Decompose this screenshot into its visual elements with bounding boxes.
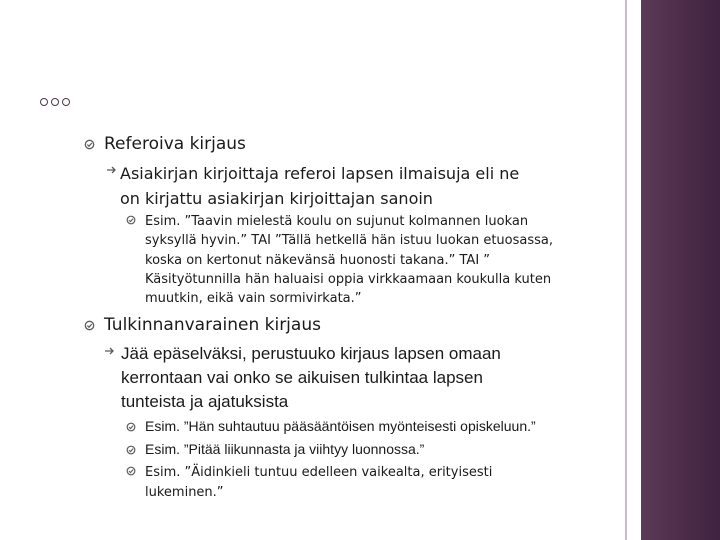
item-1-example: Esim. ”Taavin mielestä koulu on sujunut kolmannen luokan syksyllä hyvin.” TAI ”Tällä hetkellä hän istuu luokan etuosassa, koska on kertonut näkevänsä huonosti takana.” TAI ” Käsityötunnilla hän haluaisi oppia virkkaamaan koukulla kuten muutkin, eikä vain sormivirkata.” xyxy=(145,214,554,307)
sub-bullet-icon xyxy=(103,345,119,357)
item-2-subtext: Jää epäselväksi, perustuuko kirjaus lapsen omaan kerrontaan vai onko se aikuisen tulkintaa lapsen tunteista ja ajatuksista xyxy=(121,344,501,411)
item-2-heading: Tulkinnanvarainen kirjaus xyxy=(104,315,321,335)
sidebar-panel xyxy=(641,0,720,540)
bullet-icon xyxy=(126,466,136,476)
item-1-heading: Referoiva kirjaus xyxy=(104,134,246,154)
item-2-example-3: Esim. ”Äidinkieli tuntuu edelleen vaikealta, erityisesti lukeminen.” xyxy=(145,465,493,500)
item-1-subtext: Asiakirjan kirjoittaja referoi lapsen ilmaisuja eli ne on kirjattu asiakirjan kirjoittajan sanoin xyxy=(120,164,520,208)
item-2-example-2: Esim. ”Pitää liikunnasta ja viihtyy luonnossa.” xyxy=(145,441,425,457)
decorative-dots xyxy=(40,98,70,106)
sidebar-divider xyxy=(625,0,627,540)
bullet-icon xyxy=(126,215,136,225)
bullet-icon xyxy=(126,445,136,455)
bullet-icon xyxy=(126,422,136,432)
bullet-icon xyxy=(84,320,95,331)
bullet-icon xyxy=(84,139,95,150)
sub-bullet-icon xyxy=(105,164,121,176)
item-2-example-1: Esim. ”Hän suhtautuu pääsääntöisen myönteisesti opiskeluun.” xyxy=(145,418,536,434)
